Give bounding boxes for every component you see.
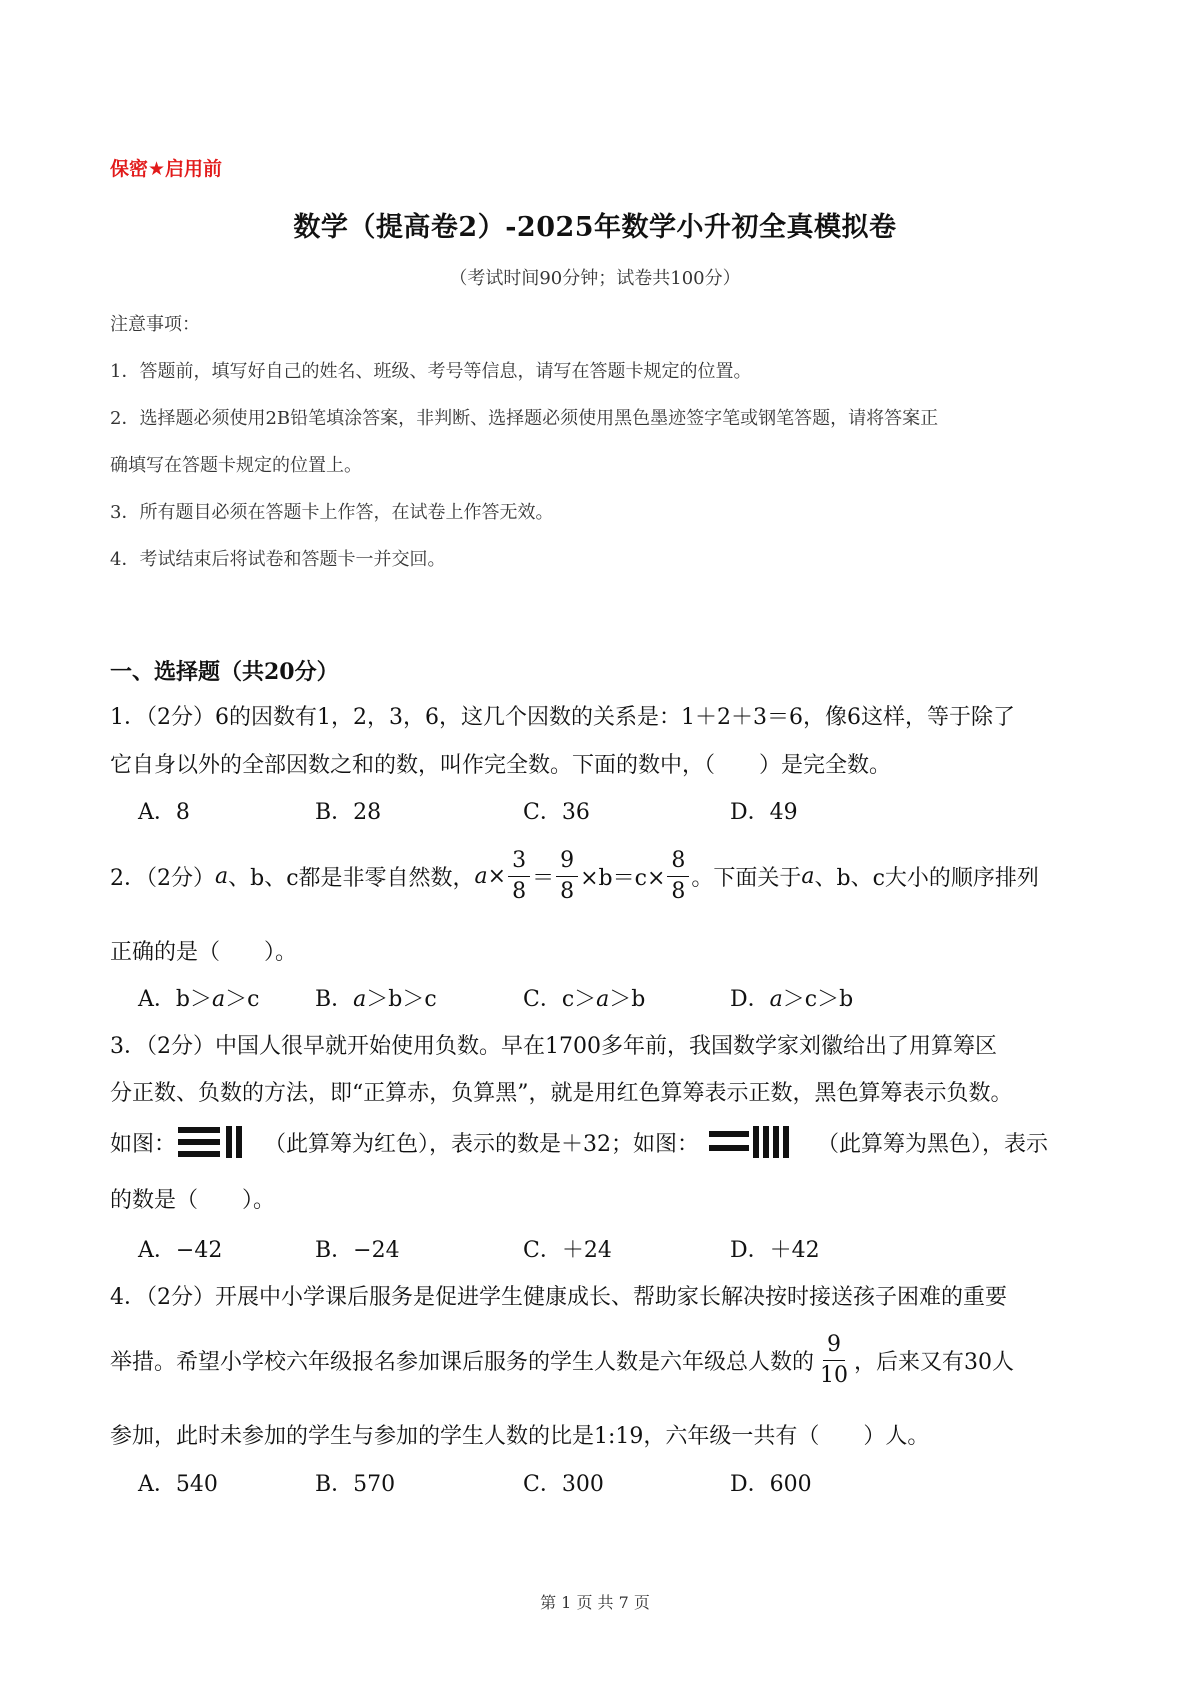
q3-option-a: A．−42 xyxy=(138,1238,223,1263)
option-var: a xyxy=(353,987,367,1012)
question-1-line-1: 1．（2分）6的因数有1，2，3，6，这几个因数的关系是：1＋2＋3＝6，像6这样，等于除了 xyxy=(110,705,1015,730)
q3-text: （此算筹为红色），表示的数是＋32；如图： xyxy=(264,1131,700,1157)
section-title: 一、选择题（共20分） xyxy=(110,659,339,685)
question-3-line-1: 3．（2分）中国人很早就开始使用负数。早在1700多年前，我国数学家刘徽给出了用算筹区 xyxy=(110,1034,997,1059)
question-3-line-3 xyxy=(110,1124,1048,1160)
question-4-line-2 xyxy=(110,1330,1014,1391)
q2-mid: ×b＝c× xyxy=(580,866,666,891)
question-4-line-1: 4．（2分）开展中小学课后服务是促进学生健康成长、帮助家长解决按时接送孩子困难的重要 xyxy=(110,1285,1007,1310)
option-text: ＞c＞b xyxy=(782,987,854,1012)
option-label: C． xyxy=(523,987,562,1012)
option-var: a xyxy=(769,987,783,1012)
q2-prefix: 2．（2分） xyxy=(110,866,215,891)
question-2-line-2: 正确的是（ ）。 xyxy=(110,940,298,965)
q1-option-d: D．49 xyxy=(730,800,798,825)
q2-option-c xyxy=(523,982,645,1013)
q4-option-c: C．300 xyxy=(523,1472,604,1497)
option-label: B． xyxy=(315,987,354,1012)
option-var: a xyxy=(211,987,226,1012)
q3-option-c: C．＋24 xyxy=(523,1238,612,1263)
option-text: ＞c xyxy=(225,987,260,1012)
page-footer: 第 1 页 共 7 页 xyxy=(540,1593,650,1612)
q2-option-b xyxy=(315,982,437,1013)
q3-text: 如图： xyxy=(110,1131,177,1157)
option-var: a xyxy=(596,987,610,1012)
fraction-numerator: 9 xyxy=(823,1330,845,1361)
q4-fraction xyxy=(816,1330,852,1391)
note-item: 1．答题前，填写好自己的姓名、班级、考号等信息，请写在答题卡规定的位置。 xyxy=(110,361,752,382)
exam-subtitle: （考试时间90分钟；试卷共100分） xyxy=(449,268,741,289)
note-item: 3．所有题目必须在答题卡上作答，在试卷上作答无效。 xyxy=(110,502,554,523)
confidential-label: 保密★启用前 xyxy=(110,158,223,180)
fraction-denominator: 8 xyxy=(512,879,527,904)
question-3-line-2: 分正数、负数的方法，即“正算赤，负算黑”，就是用红色算筹表示正数，黑色算筹表示负数。 xyxy=(110,1081,1013,1106)
q1-option-b: B．28 xyxy=(315,800,382,825)
note-item: 4．考试结束后将试卷和答题卡一并交回。 xyxy=(110,549,446,570)
fraction-numerator: 8 xyxy=(667,846,689,877)
fraction-denominator: 8 xyxy=(560,879,575,904)
q4-text: 举措。希望小学校六年级报名参加课后服务的学生人数是六年级总人数的 xyxy=(110,1350,815,1375)
q3-text: （此算筹为黑色），表示 xyxy=(817,1131,1049,1157)
q3-option-d: D．＋42 xyxy=(730,1238,820,1263)
q4-option-d: D．600 xyxy=(730,1472,812,1497)
exam-title: 数学（提高卷2）-2025年数学小升初全真模拟卷 xyxy=(293,212,897,243)
q2-equals: ＝ xyxy=(532,866,555,891)
option-text: c＞ xyxy=(561,987,597,1012)
counting-rods-negative-icon xyxy=(709,1124,795,1160)
fraction-denominator: 10 xyxy=(820,1363,849,1388)
q4-option-a: A．540 xyxy=(138,1472,218,1497)
q2-fraction-3 xyxy=(667,846,689,907)
option-label: A． xyxy=(138,987,176,1012)
question-1-line-2: 它自身以外的全部因数之和的数，叫作完全数。下面的数中，（ ）是完全数。 xyxy=(110,753,892,778)
option-text: ＞b＞c xyxy=(366,987,437,1012)
option-label: D． xyxy=(730,987,770,1012)
note-item: 2．选择题必须使用2B铅笔填涂答案，非判断、选择题必须使用黑色墨迹签字笔或钢笔答题，请将答案正 xyxy=(110,408,939,429)
fraction-numerator: 3 xyxy=(508,846,530,877)
option-text: b＞ xyxy=(175,987,212,1012)
q2-text: 。下面关于 xyxy=(691,866,802,891)
q2-fraction-1 xyxy=(508,846,530,907)
q2-option-a xyxy=(138,982,259,1013)
q2-option-d xyxy=(730,982,853,1013)
q4-text: ，后来又有30人 xyxy=(854,1350,1015,1375)
q2-var-a: a xyxy=(215,864,229,889)
fraction-numerator: 9 xyxy=(556,846,578,877)
fraction-denominator: 8 xyxy=(671,879,686,904)
q1-option-a: A．8 xyxy=(138,800,190,825)
counting-rods-32-icon xyxy=(178,1124,244,1160)
q2-text: 、b、c大小的顺序排列 xyxy=(814,866,1039,891)
question-2-line-1 xyxy=(110,846,1039,907)
q2-var-a: a xyxy=(801,864,815,889)
notes-heading: 注意事项： xyxy=(110,314,200,335)
option-text: ＞b xyxy=(609,987,646,1012)
q2-text: 、b、c都是非零自然数， xyxy=(228,866,475,891)
q4-option-b: B．570 xyxy=(315,1472,396,1497)
question-4-line-3: 参加，此时未参加的学生与参加的学生人数的比是1:19，六年级一共有（ ）人。 xyxy=(110,1424,930,1449)
q3-option-b: B．−24 xyxy=(315,1238,400,1263)
q2-var-a: a xyxy=(474,864,488,889)
note-item: 确填写在答题卡规定的位置上。 xyxy=(110,455,362,476)
q2-fraction-2 xyxy=(556,846,578,907)
question-3-line-4: 的数是（ ）。 xyxy=(110,1188,276,1213)
q1-option-c: C．36 xyxy=(523,800,590,825)
q2-times: × xyxy=(487,864,507,889)
